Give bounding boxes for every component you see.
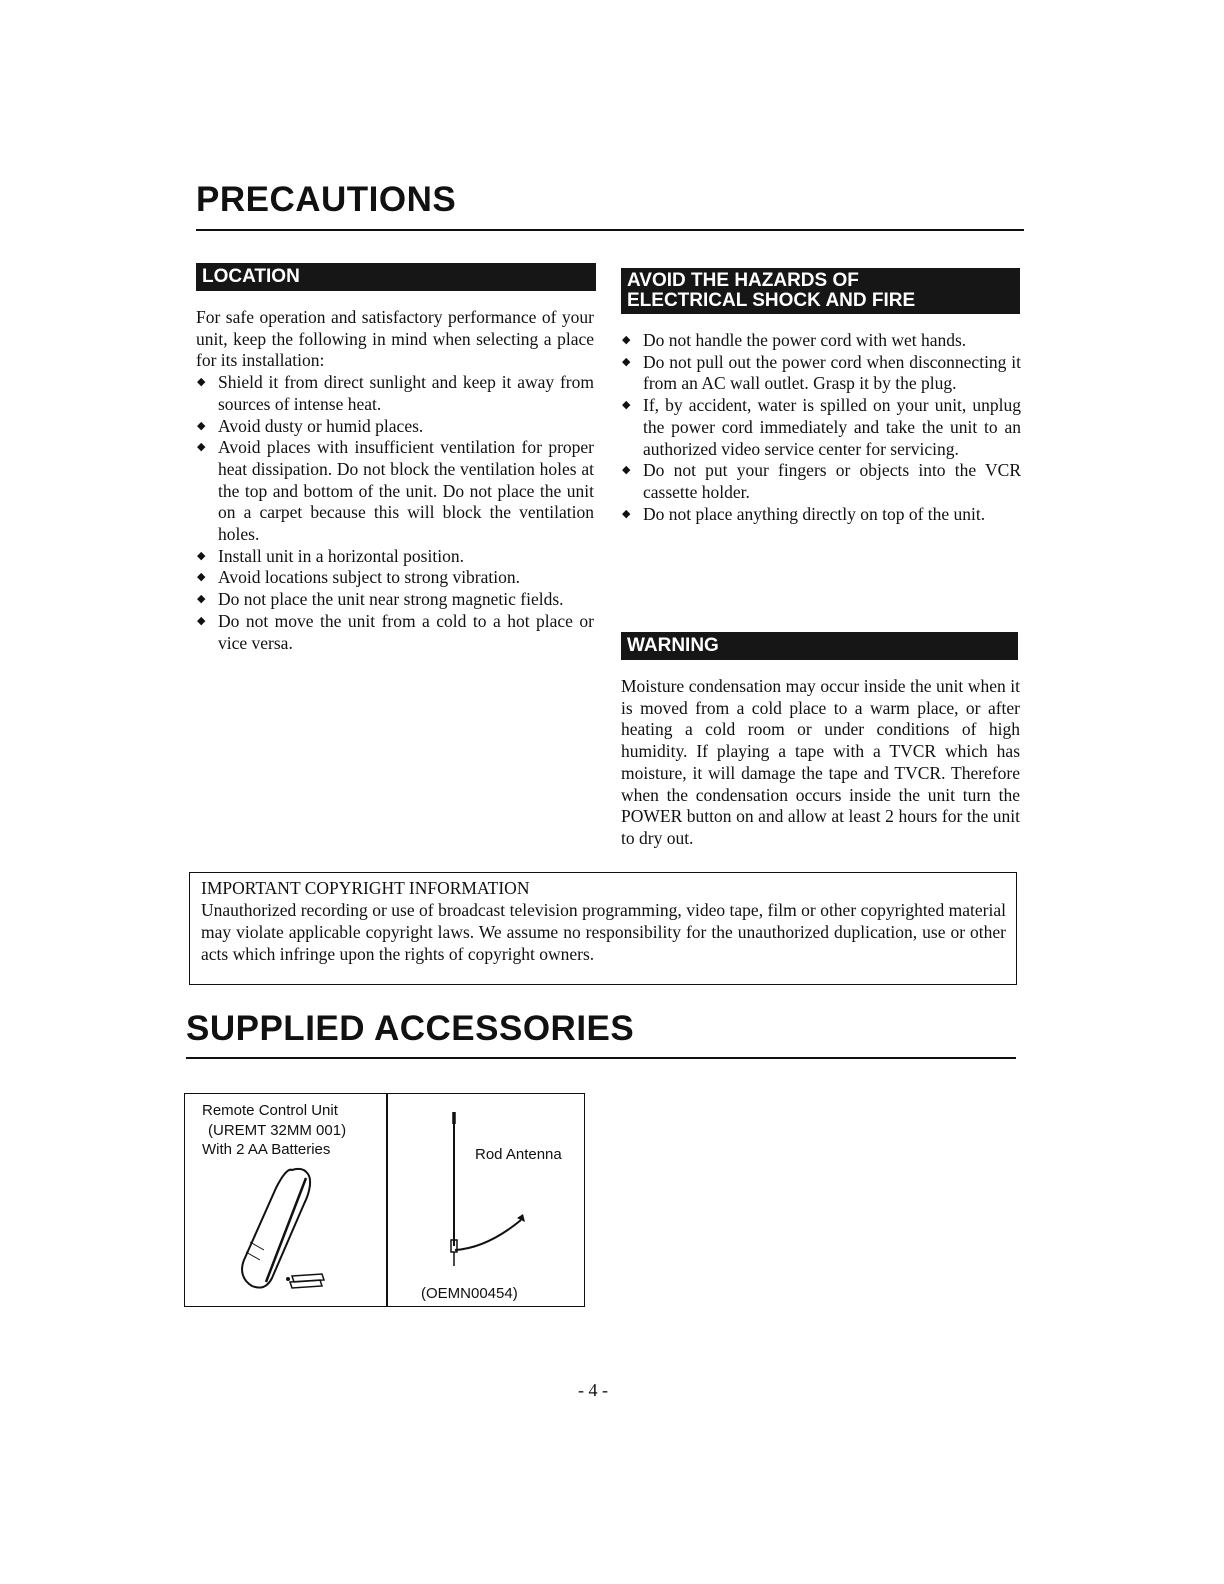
remote-control-icon	[230, 1164, 350, 1294]
list-item: ◆ Do not handle the power cord with wet hands.	[621, 330, 1021, 352]
accessories-title: SUPPLIED ACCESSORIES	[186, 1009, 635, 1048]
list-item: ◆ Install unit in a horizontal position.	[196, 546, 594, 568]
copyright-text: Unauthorized recording or use of broadcast television programming, video tape, film or other copyrighted material may violate applicable copyright laws. We assume no responsibility for the unauthorized duplication, use or other acts which infringe upon the rights of copyright owners.	[201, 900, 1006, 964]
hazards-list	[621, 330, 1021, 525]
accessories-table	[184, 1093, 585, 1307]
list-item: ◆ Shield it from direct sunlight and keep it away from sources of intense heat.	[196, 372, 594, 415]
rod-antenna-icon	[437, 1108, 537, 1288]
location-list	[196, 372, 594, 654]
list-item: ◆ Do not put your fingers or objects into the VCR cassette holder.	[621, 460, 1021, 503]
batteries-icon	[286, 1274, 324, 1288]
location-intro: For safe operation and satisfactory performance of your unit, keep the following in mind when selecting a place for its installation:	[196, 307, 594, 371]
copyright-title: IMPORTANT COPYRIGHT INFORMATION	[201, 878, 530, 898]
warning-header: WARNING	[621, 632, 1018, 660]
list-item: ◆ If, by accident, water is spilled on your unit, unplug the power cord immediately and take the unit to an authorized video service center for servicing.	[621, 395, 1021, 460]
warning-text: Moisture condensation may occur inside the unit when it is moved from a cold place to a warm place, or after heating a cold room or under conditions of high humidity. If playing a tape with a TVCR which has moisture, it will damage the tape and TVCR. Therefore when the condensation occurs inside the unit turn the POWER button on and allow at least 2 hours for the unit to dry out.	[621, 676, 1020, 848]
hazards-header: AVOID THE HAZARDS OF ELECTRICAL SHOCK AND FIRE	[621, 268, 1020, 314]
list-item: ◆ Avoid dusty or humid places.	[196, 416, 594, 438]
list-item: ◆ Avoid locations subject to strong vibration.	[196, 567, 594, 589]
list-item: ◆ Do not move the unit from a cold to a hot place or vice versa.	[196, 611, 594, 654]
page-number: - 4 -	[578, 1380, 608, 1400]
table-divider	[386, 1094, 388, 1306]
precautions-title: PRECAUTIONS	[196, 180, 457, 219]
precautions-rule	[196, 229, 1024, 231]
list-item: ◆ Do not place anything directly on top of the unit.	[621, 504, 1021, 526]
location-section	[196, 307, 594, 654]
copyright-box	[189, 872, 1017, 985]
accessories-rule	[186, 1057, 1016, 1059]
antenna-label: Rod Antenna	[475, 1146, 562, 1163]
remote-label: Remote Control Unit (UREMT 32MM 001) With 2 AA Batteries	[202, 1102, 347, 1158]
list-item: ◆ Do not place the unit near strong magnetic fields.	[196, 589, 594, 611]
hazards-section	[621, 330, 1021, 525]
list-item: ◆ Do not pull out the power cord when disconnecting it from an AC wall outlet. Grasp it by the plug.	[621, 352, 1021, 395]
location-header: LOCATION	[196, 263, 596, 291]
list-item: ◆ Avoid places with insufficient ventilation for proper heat dissipation. Do not block the ventilation holes at the top and bottom of the unit. Do not place the unit on a carpet because this will block the ventilation holes.	[196, 437, 594, 546]
antenna-code: (OEMN00454)	[421, 1285, 518, 1302]
